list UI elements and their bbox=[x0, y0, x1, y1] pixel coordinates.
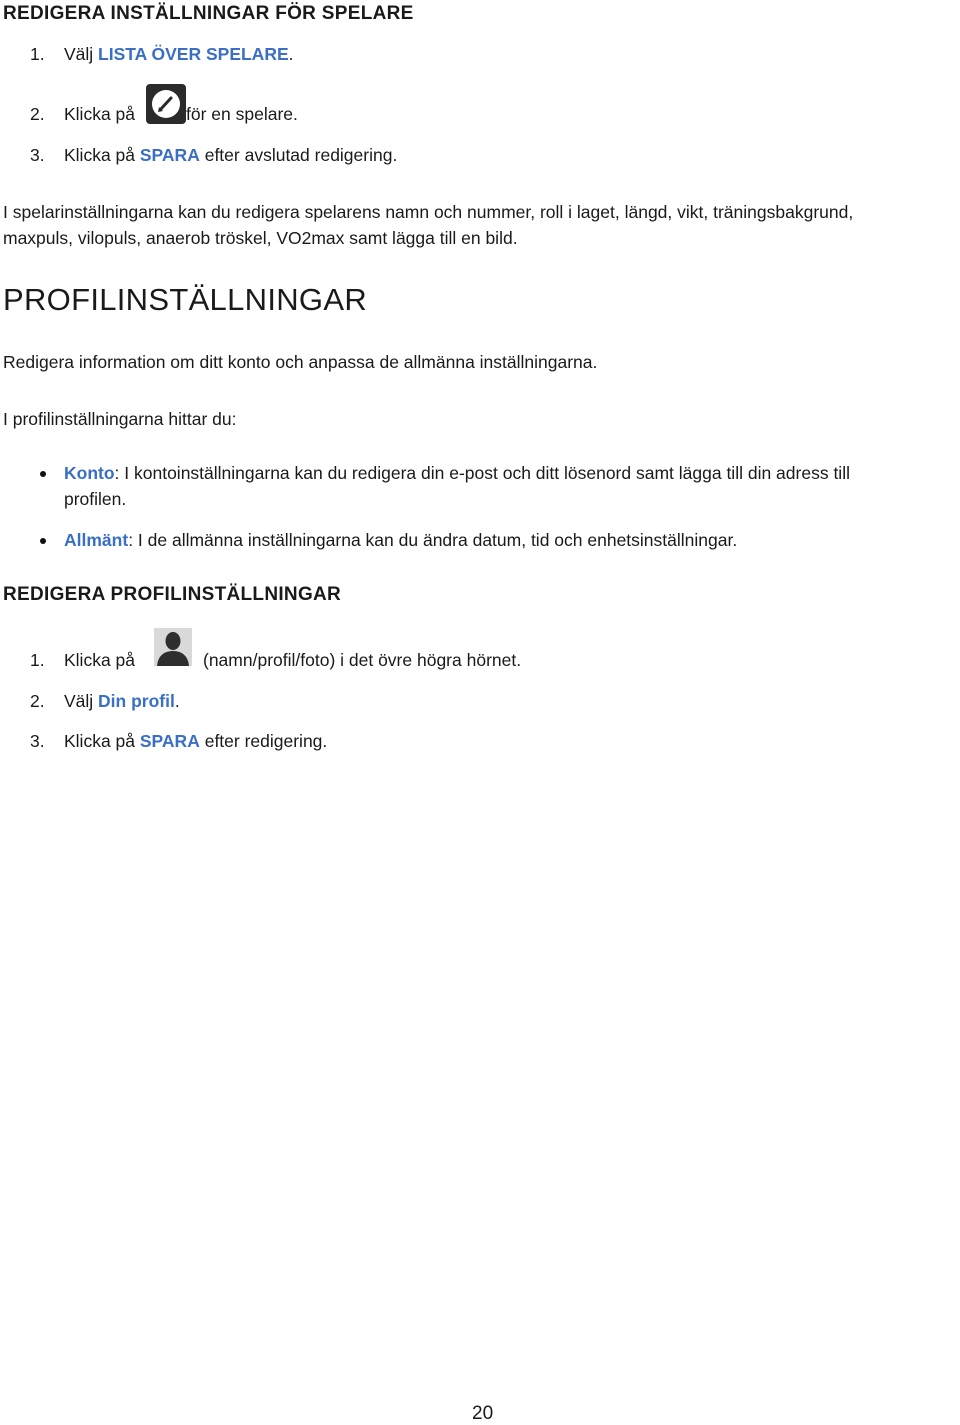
link-save[interactable]: SPARA bbox=[139, 731, 200, 751]
bullet-account-line1 bbox=[64, 460, 850, 486]
step-text bbox=[64, 691, 180, 712]
step-suffix: efter avslutad redigering. bbox=[199, 145, 398, 165]
step-suffix: . bbox=[174, 691, 180, 711]
link-save[interactable]: SPARA bbox=[139, 145, 200, 165]
step-number: 2. bbox=[30, 691, 45, 711]
step-prefix: Klicka på bbox=[64, 145, 140, 165]
bullet-general bbox=[64, 527, 737, 553]
step-suffix-text: för en spelare. bbox=[186, 104, 298, 124]
step-number: 3. bbox=[30, 145, 45, 165]
step-number: 3. bbox=[30, 731, 45, 751]
step-text bbox=[64, 44, 294, 65]
bullet-account-line2: profilen. bbox=[64, 489, 127, 509]
lead-text: I profilinställningarna hittar du: bbox=[3, 409, 237, 429]
page-title-profile-settings: PROFILINSTÄLLNINGAR bbox=[3, 282, 368, 317]
link-account[interactable]: Konto bbox=[64, 463, 115, 483]
page-number: 20 bbox=[472, 1403, 494, 1424]
paragraph-line: maxpuls, vilopuls, anaerob tröskel, VO2max samt lägga till en bild. bbox=[3, 228, 518, 248]
step-prefix: Klicka på bbox=[64, 104, 136, 124]
step-number: 1. bbox=[30, 650, 45, 670]
user-silhouette-icon[interactable] bbox=[154, 628, 192, 666]
step-text bbox=[64, 731, 327, 752]
section-heading-edit-profile-settings: REDIGERA PROFILINSTÄLLNINGAR bbox=[3, 584, 342, 605]
step-number: 1. bbox=[30, 44, 45, 64]
step-suffix: . bbox=[288, 44, 294, 64]
section-heading-edit-player-settings: REDIGERA INSTÄLLNINGAR FÖR SPELARE bbox=[3, 3, 414, 24]
edit-pencil-icon[interactable] bbox=[146, 84, 186, 124]
step-number: 2. bbox=[30, 104, 45, 124]
intro-text: Redigera information om ditt konto och anpassa de allmänna inställningarna. bbox=[3, 352, 598, 372]
link-player-list[interactable]: LISTA ÖVER SPELARE bbox=[98, 44, 289, 64]
step-suffix: efter redigering. bbox=[199, 731, 328, 751]
step-text bbox=[64, 145, 397, 166]
link-general[interactable]: Allmänt bbox=[64, 530, 129, 550]
step-prefix: Välj bbox=[64, 691, 99, 711]
step-text bbox=[64, 104, 135, 125]
step-suffix-text: (namn/profil/foto) i det övre högra hörnet. bbox=[203, 650, 522, 670]
bullet-text: : I kontoinställningarna kan du redigera din e-post och ditt lösenord samt lägga till din adress till bbox=[114, 463, 850, 483]
step-prefix: Klicka på bbox=[64, 731, 140, 751]
paragraph-line: I spelarinställningarna kan du redigera spelarens namn och nummer, roll i laget, längd, vikt, träningsbakgrund, bbox=[3, 202, 854, 222]
step-text: Klicka på bbox=[64, 650, 136, 670]
link-your-profile[interactable]: Din profil bbox=[98, 691, 175, 711]
bullet-text: : I de allmänna inställningarna kan du ändra datum, tid och enhetsinställningar. bbox=[128, 530, 738, 550]
bullet-dot bbox=[40, 538, 46, 544]
step-prefix: Välj bbox=[64, 44, 99, 64]
bullet-dot bbox=[40, 471, 46, 477]
